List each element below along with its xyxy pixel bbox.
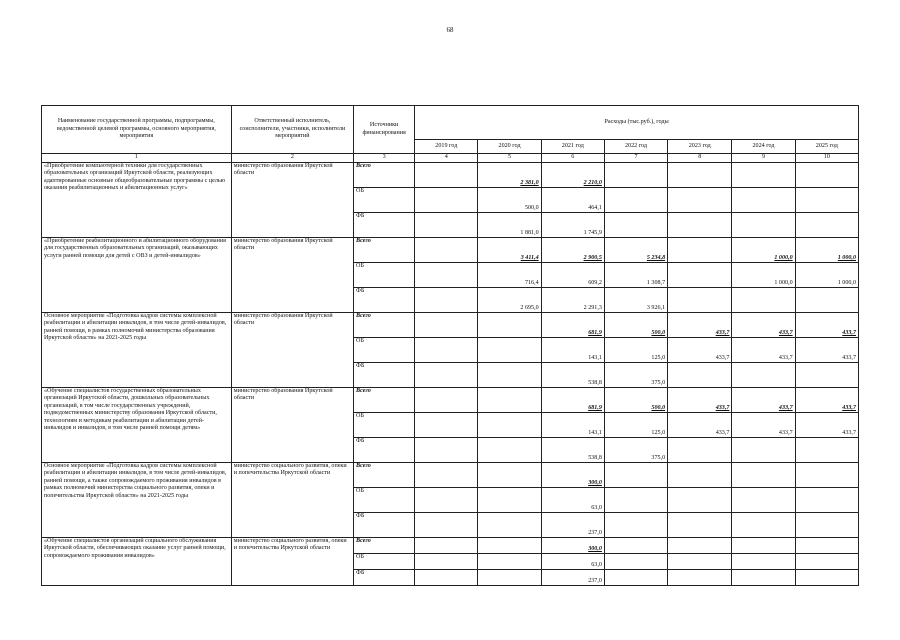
header-name: Наименование государственной программы, подпрограммы, ведомственной целевой программы, основного мероприятия, мероприятия [42, 106, 232, 154]
column-number: 4 [415, 154, 478, 163]
expense-value [478, 313, 541, 338]
expense-value [415, 338, 478, 363]
expense-value [668, 438, 732, 463]
expense-value: 143,1 [541, 413, 604, 438]
expense-value: 1 000,0 [732, 263, 795, 288]
funding-source: ОБ [354, 413, 415, 438]
measure-name: «Обучение специалистов государственных образовательных организаций Иркутской области, дошкольных образовательных организаций, в том числе государственных учреждений, подведомственных министерству образования Иркутской области, технологиям и методикам реабилитации и абилитации детей-инвалидов и инвалидов, в том числе ранней помощи детям» [42, 388, 232, 463]
expense-value: 433,7 [732, 388, 795, 413]
executor: министерство образования Иркутской области [231, 313, 353, 388]
funding-source: ОБ [354, 263, 415, 288]
executor: министерство образования Иркутской области [231, 238, 353, 313]
expense-value [604, 538, 667, 554]
expense-value: 300,0 [541, 538, 604, 554]
funding-source: ОБ [354, 338, 415, 363]
funding-source: Всего [354, 313, 415, 338]
measure-name: Основное мероприятие «Подготовка кадров системы комплексной реабилитации и абилитации инвалидов, в том числе детей-инвалидов, ранней помощи, а также сопровождаемого проживания инвалидов в рамках полномочий министерства социального развития, опеки и попечительства Иркутской области» на 2021-2025 годы [42, 463, 232, 538]
expense-value: 716,4 [478, 263, 541, 288]
column-number: 7 [604, 154, 667, 163]
expense-value [732, 513, 795, 538]
expense-value [795, 570, 858, 586]
expense-value: 500,0 [604, 313, 667, 338]
funding-source: ФБ [354, 363, 415, 388]
expense-value [478, 338, 541, 363]
column-number: 8 [668, 154, 732, 163]
expense-value [478, 388, 541, 413]
expense-value [415, 313, 478, 338]
expense-value [732, 538, 795, 554]
expense-value: 1 000,0 [795, 263, 858, 288]
expense-value [415, 463, 478, 488]
expense-value [415, 388, 478, 413]
expense-value [668, 363, 732, 388]
expense-value: 143,1 [541, 338, 604, 363]
expense-value [732, 438, 795, 463]
expense-value: 500,0 [604, 388, 667, 413]
expense-value: 464,1 [541, 188, 604, 213]
measure-name: Основное мероприятие «Подготовка кадров системы комплексной реабилитации и абилитации инвалидов, в том числе детей-инвалидов, ранней помощи, в рамках полномочий министерства образования Иркутской области» на 2021-2025 годы [42, 313, 232, 388]
expense-value: 538,8 [541, 438, 604, 463]
expense-value [415, 570, 478, 586]
expense-value: 2 291,3 [541, 288, 604, 313]
column-number: 3 [354, 154, 415, 163]
expense-value: 433,7 [668, 338, 732, 363]
expense-value [668, 288, 732, 313]
expense-value: 1 000,0 [795, 238, 858, 263]
expense-value [415, 238, 478, 263]
column-number: 1 [42, 154, 232, 163]
expense-value: 125,0 [604, 338, 667, 363]
expense-value [668, 163, 732, 188]
expense-value: 63,0 [541, 554, 604, 570]
header-year: 2021 год [541, 140, 604, 154]
expense-value [795, 363, 858, 388]
budget-table [41, 105, 859, 586]
measure-name: «Приобретение реабилитационного и абилитационного оборудования для государственных образовательных организаций, оказывающих услуги ранней помощи для детей с ОВЗ и детей-инвалидов» [42, 238, 232, 313]
expense-value [795, 188, 858, 213]
expense-value [415, 438, 478, 463]
expense-value [668, 263, 732, 288]
table-row [42, 163, 859, 188]
expense-value: 1 308,7 [604, 263, 667, 288]
expense-value: 681,9 [541, 313, 604, 338]
expense-value [668, 570, 732, 586]
expense-value: 3 411,4 [478, 238, 541, 263]
expense-value [415, 263, 478, 288]
expense-value [795, 488, 858, 513]
expense-value: 2 900,5 [541, 238, 604, 263]
expense-value: 433,7 [668, 313, 732, 338]
expense-value [415, 213, 478, 238]
expense-value [415, 288, 478, 313]
expense-value [732, 213, 795, 238]
funding-source: ФБ [354, 213, 415, 238]
expense-value: 433,7 [732, 313, 795, 338]
expense-value: 375,0 [604, 438, 667, 463]
funding-source: ОБ [354, 188, 415, 213]
table-row [42, 463, 859, 488]
expense-value [732, 488, 795, 513]
expense-value [415, 188, 478, 213]
expense-value [604, 570, 667, 586]
expense-value: 2 695,0 [478, 288, 541, 313]
column-number: 10 [795, 154, 858, 163]
table-row [42, 538, 859, 554]
expense-value [478, 554, 541, 570]
expense-value: 2 210,0 [541, 163, 604, 188]
expense-value [415, 163, 478, 188]
expense-value: 433,7 [795, 313, 858, 338]
expense-value: 433,7 [795, 413, 858, 438]
expense-value: 681,9 [541, 388, 604, 413]
expense-value: 125,0 [604, 413, 667, 438]
expense-value [478, 488, 541, 513]
expense-value [478, 570, 541, 586]
expense-value [668, 238, 732, 263]
expense-value: 433,7 [732, 338, 795, 363]
expense-value [415, 363, 478, 388]
expense-value [415, 488, 478, 513]
column-number: 9 [732, 154, 795, 163]
expense-value [732, 288, 795, 313]
expense-value [668, 538, 732, 554]
funding-source: ФБ [354, 438, 415, 463]
column-number: 6 [541, 154, 604, 163]
expense-value [668, 513, 732, 538]
expense-value: 375,0 [604, 363, 667, 388]
expense-value [795, 438, 858, 463]
expense-value [795, 513, 858, 538]
header-executor: Ответственный исполнитель, соисполнители, участники, исполнители мероприятий [231, 106, 353, 154]
header-year: 2022 год [604, 140, 667, 154]
expense-value: 433,7 [732, 413, 795, 438]
expense-value [732, 463, 795, 488]
funding-source: ФБ [354, 513, 415, 538]
column-number: 5 [478, 154, 541, 163]
table-row [42, 238, 859, 263]
expense-value [732, 163, 795, 188]
expense-value [478, 438, 541, 463]
expense-value [478, 463, 541, 488]
expense-value [668, 213, 732, 238]
funding-source: ФБ [354, 288, 415, 313]
executor: министерство социального развития, опеки и попечительства Иркутской области [231, 538, 353, 586]
funding-source: Всего [354, 238, 415, 263]
expense-value: 433,7 [668, 388, 732, 413]
expense-value: 1 745,9 [541, 213, 604, 238]
expense-value: 237,0 [541, 513, 604, 538]
column-number: 2 [231, 154, 353, 163]
expense-value: 5 234,8 [604, 238, 667, 263]
header-source: Источники финансирования [354, 106, 415, 154]
expense-value: 237,0 [541, 570, 604, 586]
expense-value [795, 163, 858, 188]
expense-value [795, 538, 858, 554]
header-expenses: Расходы (тыс.руб.), годы [415, 106, 859, 140]
table-row [42, 388, 859, 413]
expense-value: 433,7 [668, 413, 732, 438]
executor: министерство образования Иркутской области [231, 163, 353, 238]
expense-value [604, 213, 667, 238]
expense-value [604, 163, 667, 188]
expense-value [604, 188, 667, 213]
expense-value [795, 213, 858, 238]
table-row [42, 313, 859, 338]
expense-value: 300,0 [541, 463, 604, 488]
expense-value [668, 463, 732, 488]
expense-value [732, 188, 795, 213]
expense-value: 2 381,0 [478, 163, 541, 188]
expense-value [478, 513, 541, 538]
header-year: 2019 год [415, 140, 478, 154]
expense-value: 538,8 [541, 363, 604, 388]
expense-value [732, 554, 795, 570]
expense-value [415, 413, 478, 438]
expense-value [478, 363, 541, 388]
expense-value [668, 554, 732, 570]
header-year: 2023 год [668, 140, 732, 154]
header-year: 2020 год [478, 140, 541, 154]
funding-source: ОБ [354, 554, 415, 570]
expense-value [795, 463, 858, 488]
expense-value: 1 881,0 [478, 213, 541, 238]
expense-value: 609,2 [541, 263, 604, 288]
expense-value [795, 288, 858, 313]
measure-name: «Обучение специалистов организаций социального обслуживания Иркутской области, обеспечивающих оказание услуг ранней помощи, сопровождаемого проживания инвалидов» [42, 538, 232, 586]
expense-value [604, 554, 667, 570]
expense-value [732, 570, 795, 586]
expense-value [415, 538, 478, 554]
measure-name: «Приобретение компьютерной техники для государственных образовательных организаций Иркутской области, реализующих адаптированные основные общеобразовательные программы с целью оказания реабилитационных и абилитационных услуг» [42, 163, 232, 238]
funding-source: Всего [354, 463, 415, 488]
expense-value [478, 413, 541, 438]
expense-value [668, 188, 732, 213]
expense-value [668, 488, 732, 513]
expense-value [795, 554, 858, 570]
expense-value [415, 554, 478, 570]
funding-source: ФБ [354, 570, 415, 586]
executor: министерство образования Иркутской области [231, 388, 353, 463]
expense-value: 500,0 [478, 188, 541, 213]
header-year: 2024 год [732, 140, 795, 154]
executor: министерство социального развития, опеки и попечительства Иркутской области [231, 463, 353, 538]
expense-value: 3 926,1 [604, 288, 667, 313]
expense-value [415, 513, 478, 538]
page-number: 68 [446, 26, 454, 34]
expense-value [604, 513, 667, 538]
expense-value: 433,7 [795, 338, 858, 363]
expense-value [732, 363, 795, 388]
funding-source: Всего [354, 388, 415, 413]
expense-value: 63,0 [541, 488, 604, 513]
expense-value [478, 538, 541, 554]
expense-value [604, 488, 667, 513]
expense-value [604, 463, 667, 488]
expense-value: 1 000,0 [732, 238, 795, 263]
header-year: 2025 год [795, 140, 858, 154]
expense-value: 433,7 [795, 388, 858, 413]
funding-source: ОБ [354, 488, 415, 513]
funding-source: Всего [354, 163, 415, 188]
funding-source: Всего [354, 538, 415, 554]
